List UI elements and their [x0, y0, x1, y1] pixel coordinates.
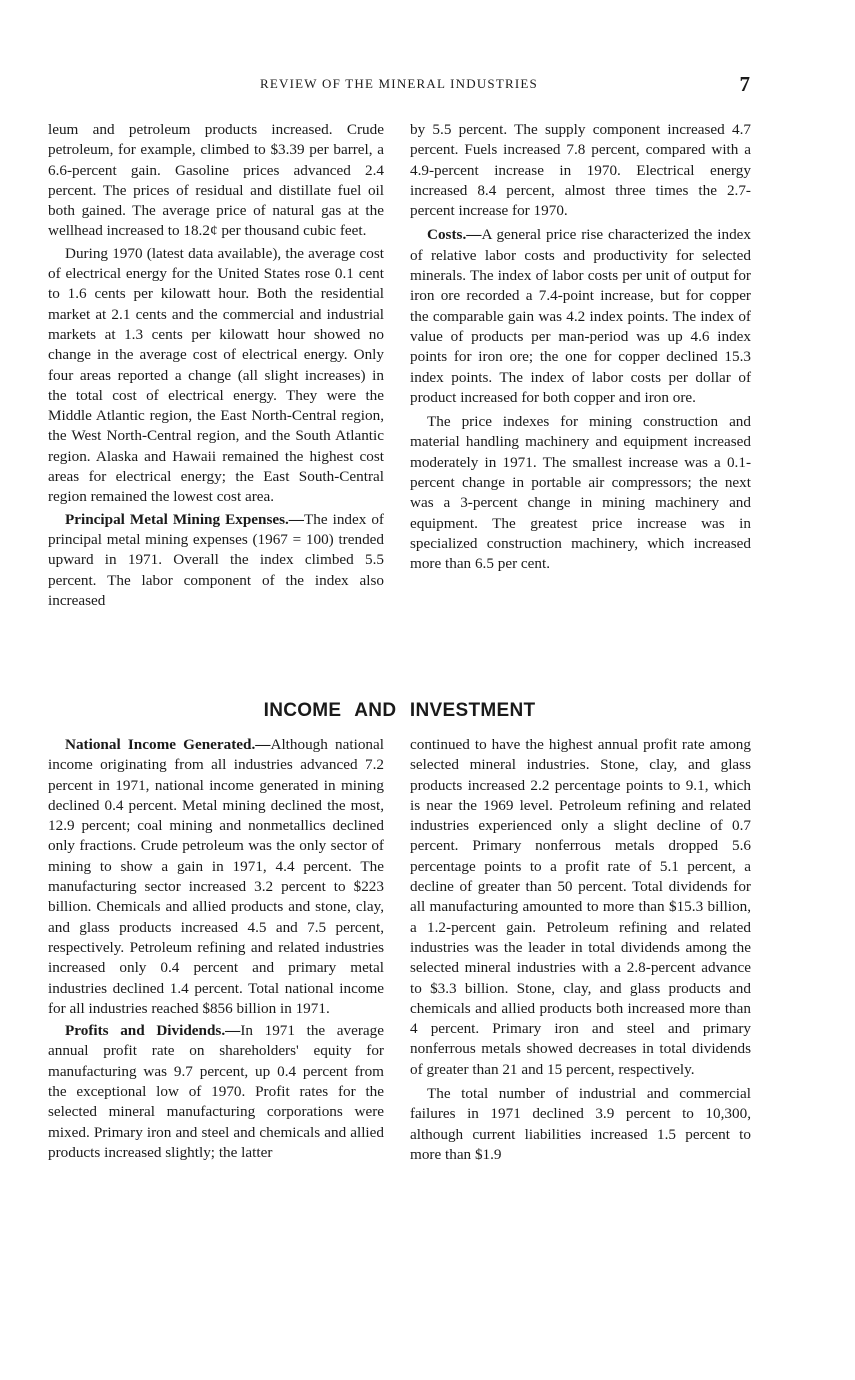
- runin-heading-national-income: National Income Generated.—: [65, 736, 271, 753]
- running-header: [48, 74, 750, 96]
- paragraph-failures: The total number of industrial and commercial failures in 1971 declined 3.9 percent to 10,300, although current liabilities increased 1.5 percent to more than $1.9: [410, 1085, 751, 1163]
- paragraph-profits-dividends: [48, 1021, 384, 1163]
- section-heading: INCOME AND INVESTMENT: [263, 700, 536, 721]
- paragraph-petroleum-prices: leum and petroleum products increased. Crude petroleum, for example, climbed to $3.39 per barrel, a 6.6-percent gain. Gasoline prices advanced 2.4 percent. The prices of residual and distillate fuel oil both gained. The average price of natural gas at the wellhead increased to 18.2¢ per thousand cubic feet.: [48, 121, 384, 240]
- paragraph-metal-mining-expenses: [48, 510, 384, 611]
- paragraph-body: A general price rise characterized the index of relative labor costs and productivity for selected minerals. The index of labor costs per unit of output for iron ore recorded a 7.4-point increase, but for copper the comparable gain was 4.2 index points. The index of value of products per man-period was up 4.6 index points for iron ore; the one for copper declined 15.3 index points. The index of labor costs per dollar of product increased for both copper and iron ore.: [410, 226, 751, 406]
- bottom-left-column: [48, 735, 384, 1165]
- top-left-column: [48, 120, 384, 613]
- paragraph-price-indexes: The price indexes for mining construction and material handling machinery and equipment increased moderately in 1971. The smallest increase was a 0.1-percent change in portable air compressors; the next was a 3-percent change in mining machinery and equipment. The greatest price increase was in specialized construction machinery, which increased more than 6.5 per cent.: [410, 413, 751, 573]
- paragraph-body: The index of principal metal mining expenses (1967 = 100) trended upward in 1971. Overall the index climbed 5.5 percent. The labor component of the index also increased: [48, 510, 384, 609]
- paragraph-profit-rates: continued to have the highest annual profit rate among selected mineral industries. Stone, clay, and glass products increased 2.2 percentage points to 9.1, which is near the 1969 level. Petroleum refining and related industries experienced only a slight decline of 0.7 percent. Primary nonferrous metals dropped 5.6 percentage points to a profit rate of 5.1 percent, a decline of greater than 50 percent. Total dividends for all manufacturing amounted to more than $15.3 billion, a 1.2-percent gain. Petroleum refining and related industries was the leader in total dividends among the selected mineral industries with a 2.8-percent advance to $3.3 billion. Stone, clay, and glass products and chemicals and allied products both increased more than 4 percent. Primary iron and steel and primary nonferrous metals showed decreases in total dividends of greater than 21 and 15 percent, respectively.: [410, 736, 751, 1078]
- paragraph-supply-component: by 5.5 percent. The supply component increased 4.7 percent. Fuels increased 7.8 percent, compared with a 4.9-percent increase in 1970. Electrical energy increased 8.4 percent, almost three times the 2.7-percent increase for 1970.: [410, 121, 751, 220]
- bottom-right-column: [410, 735, 751, 1167]
- paragraph-body: Although national income originating from all industries advanced 7.2 percent in 1971, national income generated in mining declined 0.4 percent. Metal mining declined the most, 12.9 percent; coal mining and nonmetallics declined only fractions. Crude petroleum was the only sector of mining to show a gain in 1971, 4.4 percent. The manufacturing sector increased 3.2 percent to $223 billion. Chemicals and allied products and stone, clay, and glass products increased 4.5 and 7.5 percent, respectively. Petroleum refining and related industries increased only 0.4 percent and primary metal industries declined 1.4 percent. Total national income for all industries reached $856 billion in 1971.: [48, 736, 384, 1017]
- page-number: 7: [739, 72, 750, 96]
- paragraph-body: In 1971 the average annual profit rate on shareholders' equity for manufacturing was 9.7 percent, up 0.4 percent from the exceptional low of 1970. Profit rates for the selected mineral manufacturing corporations were mixed. Primary iron and steel and chemicals and allied products increased slightly; the latter: [48, 1022, 384, 1161]
- runin-heading-metal-mining-expenses: Principal Metal Mining Expenses.—: [65, 510, 304, 528]
- running-title: REVIEW OF THE MINERAL INDUSTRIES: [260, 76, 538, 91]
- top-right-column: [410, 120, 751, 577]
- runin-heading-profits-dividends: Profits and Dividends.—: [65, 1022, 241, 1040]
- paragraph-costs: [410, 225, 751, 408]
- paragraph-national-income: [48, 735, 384, 1019]
- runin-heading-costs: Costs.—: [427, 226, 482, 244]
- paragraph-electrical-energy: During 1970 (latest data available), the average cost of electrical energy for the United States rose 0.1 cent to 1.6 cents per kilowatt hour. Both the residential market at 2.1 cents and the commercial and industrial markets at 1.3 cents per kilowatt hour showed no change in the average cost of electrical energy. Only four areas reported a change (all slight increases) in the total cost of electrical energy. They were the Middle Atlantic region, the East North-Central region, the West North-Central region, and the South Atlantic region. Alaska and Hawaii remained the highest cost areas for electrical energy; the East South-Central region remained the lowest cost area.: [48, 244, 384, 506]
